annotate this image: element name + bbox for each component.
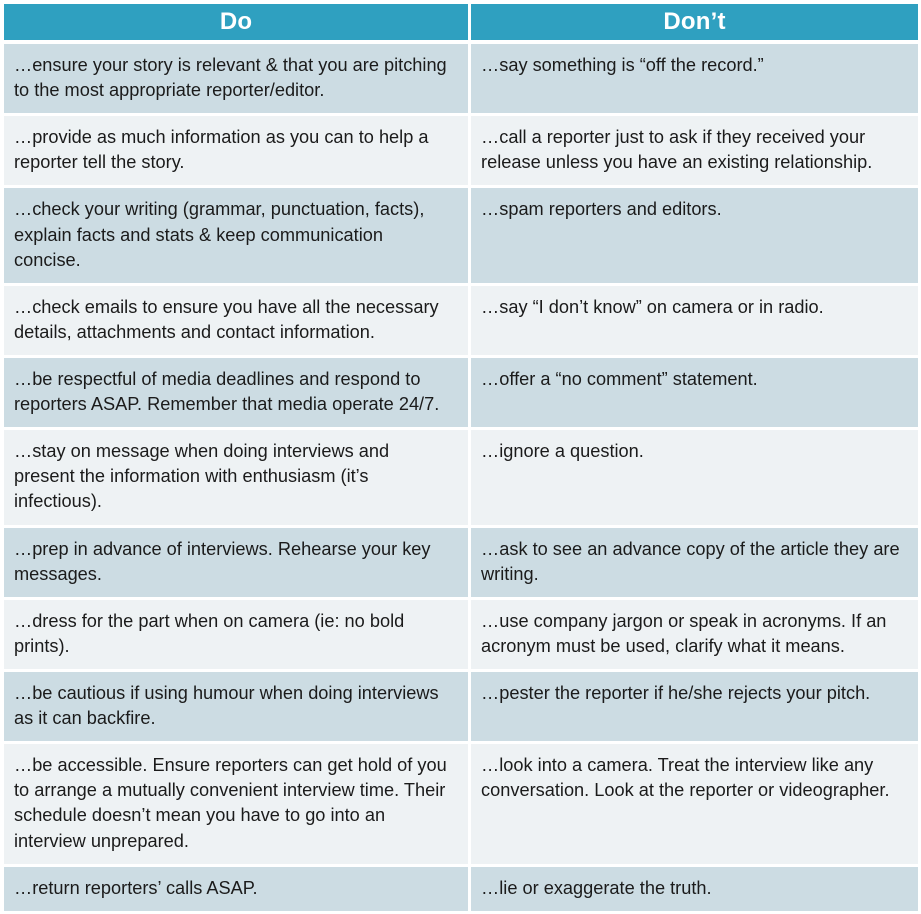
table-row	[4, 116, 918, 188]
table-row	[4, 40, 918, 116]
cell-dont	[471, 528, 918, 600]
cell-do-text: …stay on message when doing interviews and present the information with enthusiasm (it’s infectious).	[14, 441, 390, 512]
cell-do-text: …dress for the part when on camera (ie: no bold prints).	[14, 610, 405, 656]
cell-do-text: …ensure your story is relevant & that you are pitching to the most appropriate reporter/editor.	[14, 55, 447, 101]
table-row	[4, 188, 918, 285]
cell-dont	[471, 672, 918, 744]
cell-dont-text: …offer a “no comment” statement.	[481, 368, 758, 389]
cell-dont	[471, 188, 918, 285]
cell-do	[4, 867, 471, 914]
cell-do-text: …check emails to ensure you have all the necessary details, attachments and contact information.	[14, 296, 439, 342]
table-header	[4, 4, 918, 40]
cell-do	[4, 600, 471, 672]
cell-dont-text: …say “I don’t know” on camera or in radio.	[481, 296, 824, 317]
cell-do-text: …be cautious if using humour when doing interviews as it can backfire.	[14, 682, 439, 729]
cell-dont-text: …use company jargon or speak in acronyms. If an acronym must be used, clarify what it means.	[481, 610, 887, 656]
cell-do	[4, 430, 471, 527]
cell-do	[4, 286, 471, 358]
cell-dont	[471, 40, 918, 116]
cell-dont-text: …spam reporters and editors.	[481, 199, 722, 220]
cell-dont-text: …ask to see an advance copy of the article they are writing.	[481, 538, 900, 584]
cell-dont	[471, 867, 918, 914]
cell-dont-text: …lie or exaggerate the truth.	[481, 877, 712, 898]
cell-dont	[471, 744, 918, 866]
table-row	[4, 744, 918, 866]
table-row	[4, 358, 918, 430]
header-row	[4, 4, 918, 40]
cell-dont	[471, 286, 918, 358]
cell-dont-text: …call a reporter just to ask if they received your release unless you have an existing relationship.	[481, 127, 873, 173]
cell-dont-text: …ignore a question.	[481, 441, 644, 462]
cell-do-text: …be accessible. Ensure reporters can get hold of you to arrange a mutually convenient interview time. Their schedule doesn’t mean you have to go into an interview unprepared.	[14, 755, 447, 851]
table-body	[4, 40, 918, 914]
table-row	[4, 867, 918, 914]
table-row	[4, 528, 918, 600]
table-row	[4, 286, 918, 358]
cell-do	[4, 40, 471, 116]
cell-do-text: …provide as much information as you can to help a reporter tell the story.	[14, 127, 429, 173]
cell-do	[4, 528, 471, 600]
table-row	[4, 430, 918, 527]
cell-do	[4, 358, 471, 430]
table-row	[4, 672, 918, 744]
cell-do-text: …check your writing (grammar, punctuation, facts), explain facts and stats & keep communication concise.	[14, 199, 425, 270]
cell-dont-text: …say something is “off the record.”	[481, 55, 764, 75]
table-row	[4, 600, 918, 672]
cell-dont	[471, 116, 918, 188]
cell-dont-text: …pester the reporter if he/she rejects your pitch.	[481, 682, 871, 703]
cell-do	[4, 744, 471, 866]
cell-dont	[471, 600, 918, 672]
cell-do	[4, 116, 471, 188]
cell-do-text: …return reporters’ calls ASAP.	[14, 877, 258, 898]
cell-do	[4, 188, 471, 285]
cell-dont	[471, 358, 918, 430]
cell-dont	[471, 430, 918, 527]
cell-dont-text: …look into a camera. Treat the interview like any conversation. Look at the reporter or videographer.	[481, 755, 890, 801]
column-header-dont: Don’t	[471, 4, 918, 40]
cell-do-text: …prep in advance of interviews. Rehearse your key messages.	[14, 538, 431, 584]
cell-do-text: …be respectful of media deadlines and respond to reporters ASAP. Remember that media operate 24/7.	[14, 368, 440, 415]
do-dont-table	[4, 4, 918, 914]
column-header-do: Do	[4, 4, 471, 40]
cell-do	[4, 672, 471, 744]
